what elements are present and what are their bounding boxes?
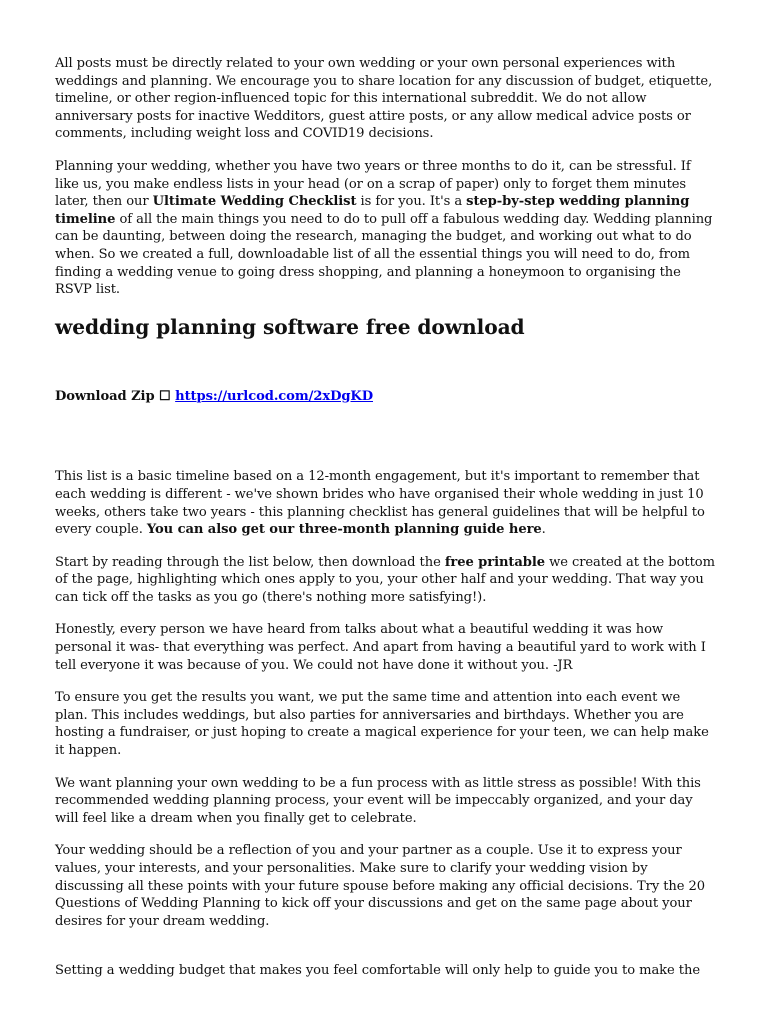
paragraph-events: To ensure you get the results you want, we put the same time and attention into each event we plan. This includes weddings, but also parties for anniversaries and birthdays. Whether you are hosting a fundraiser, or just hoping to create a magical experience for your teen, we can help make it happen. — [55, 690, 709, 759]
document-page — [55, 55, 715, 995]
section-heading: wedding planning software free download — [55, 314, 525, 339]
paragraph-budget: Setting a wedding budget that makes you feel comfortable will only help to guide you to make the — [55, 963, 700, 979]
bold-ultimate-checklist: Ultimate Wedding Checklist — [152, 194, 357, 210]
download-line — [55, 388, 715, 406]
text-span: we created at the bottom of the page, highlighting which ones apply to you, your other half and your wedding. That way you can tick off the tasks as you go (there's nothing more satisfying!). — [55, 554, 715, 605]
paragraph-timeline — [55, 468, 715, 538]
bold-three-month-guide: You can also get our three-month planning guide here — [146, 522, 542, 538]
text-span: Planning your wedding, whether you have two years or three months to do it, can be stressful. If like us, you make endless lists in your head (or on a scrap of paper) only to forget them minutes later, then our — [55, 158, 691, 210]
bold-free-printable: free printable — [444, 554, 545, 570]
paragraph-posting-rules: All posts must be directly related to your own wedding or your own personal experiences with weddings and planning. We encourage you to share location for any discussion of budget, etiquette, timeline, or other region-influenced topic for this international subreddit. We do not allow anniversary posts for inactive Wedditors, guest attire posts, or any allow medical advice posts or comments, including weight loss and COVID19 decisions. — [55, 56, 713, 142]
paragraph-checklist-intro — [55, 158, 715, 299]
bold-step-by-step-timeline: step-by-step wedding planning timeline — [55, 194, 690, 227]
download-link[interactable]: https://urlcod.com/2xDgKD — [175, 388, 373, 404]
text-span: of all the main things you need to do to pull off a fabulous wedding day. Wedding planning can be daunting, between doing the research, managing the budget, and working out what to do when. So we created a full, downloadable list of all the essential things you will need to do, from finding a wedding venue to going dress shopping, and planning a honeymoon to organising the RSVP list. — [55, 211, 713, 298]
paragraph-testimonial: Honestly, every person we have heard from talks about what a beautiful wedding it was how personal it was- that everything was perfect. And apart from having a beautiful yard to work with I tell everyone it was because of you. We could not have done it without you. -JR — [55, 622, 706, 673]
paragraph-free-printable — [55, 554, 715, 607]
download-label: Download Zip ☐ — [55, 388, 176, 404]
text-span: . — [541, 522, 546, 538]
paragraph-planning-process: We want planning your own wedding to be a fun process with as little stress as possible! With this recommended wedding planning process, your event will be impeccably organized, and your day will feel like a dream when you finally get to celebrate. — [55, 775, 701, 826]
text-span: Start by reading through the list below, then download the — [55, 554, 445, 570]
text-span: This list is a basic timeline based on a 12-month engagement, but it's important to remember that each wedding is different - we've shown brides who have organised their whole wedding in just 10 weeks, others take two years - this planning checklist has general guidelines that will be helpful to every couple. — [55, 469, 705, 538]
text-span: is for you. It's a — [356, 194, 467, 210]
paragraph-reflection: Your wedding should be a reflection of you and your partner as a couple. Use it to express your values, your interests, and your personalities. Make sure to clarify your wedding vision by discussing all these points with your future spouse before making any official decisions. Try the 20 Questions of Wedding Planning to kick off your discussions and get on the same page about your desires for your dream wedding. — [55, 843, 706, 929]
